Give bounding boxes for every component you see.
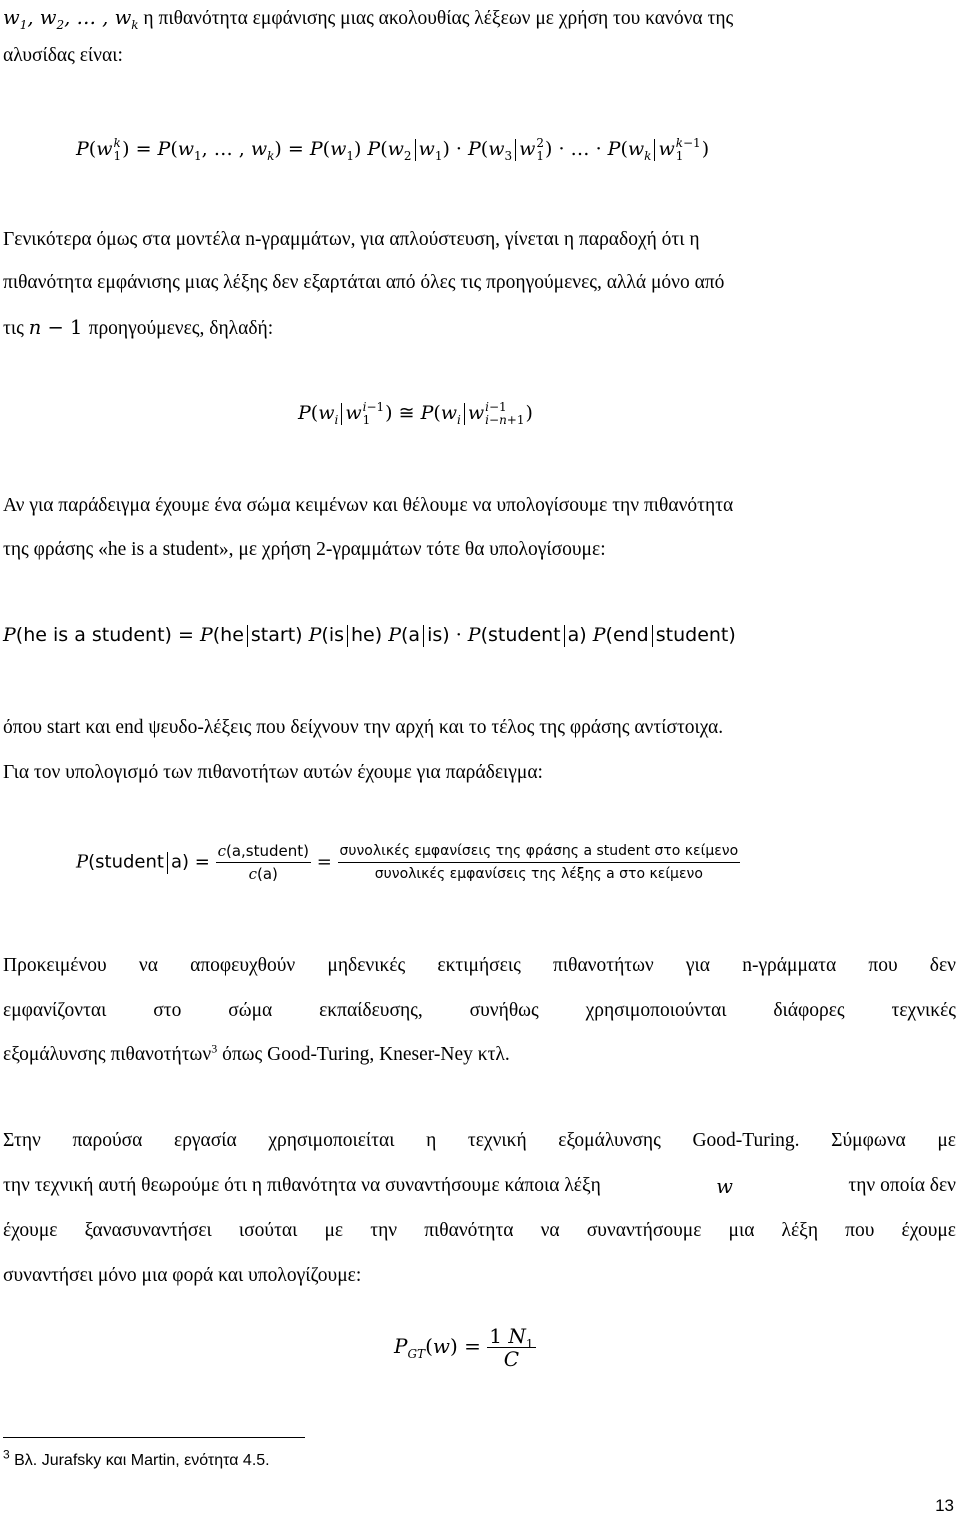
footnote-mark: 3 (3, 1447, 10, 1462)
eq-term: (student (88, 851, 164, 873)
eq-term: (a (401, 624, 421, 646)
text-line: Αν για παράδειγμα έχουμε ένα σώμα κειμένων και θέλουμε να υπολογίσουμε την πιθανότητα (3, 495, 734, 516)
footnote-reference[interactable]: 3 (211, 1041, 218, 1056)
eq-term: he) (351, 624, 383, 646)
text-span: προηγούμενες, δηλαδή: (88, 318, 274, 339)
text-line (3, 6, 733, 30)
fraction-numerator-b: N (508, 1324, 526, 1348)
equation-bigram-estimate: P(student a) = $\frac{\text{c(a,student)}}{c(a)}$ = $\frac{\text{συνολικές εμφανίσεις της φράσης a student στο κείμενο}}{\text{συνολικές εμφανίσεις της λέξης a στο κείμενο}}$ (76, 842, 739, 883)
eq-term: (end (605, 624, 649, 646)
eq-term: a) = (170, 851, 210, 873)
footnote (3, 1447, 270, 1470)
fraction-denominator: (a) (257, 865, 278, 883)
fraction-counts: $\frac{\text{c(a,student)}}{c(a)}$ (217, 842, 309, 883)
text-line: τις n − 1 προηγούμενες, δηλαδή: (3, 316, 274, 339)
text-line: πιθανότητα εμφάνισης μιας λέξης δεν εξαρτάται από όλες τις προηγούμενες, αλλά μόνο από (3, 272, 725, 293)
page-number: 13 (935, 1496, 954, 1515)
text-line: της φράσης «he is a student», με χρήση 2-γραμμάτων τότε θα υπολογίσουμε: (3, 539, 606, 560)
text-line: εμφανίζονται στο σώμα εκπαίδευσης, συνήθως χρησιμοποιούνται διάφορες τεχνικές (3, 1000, 956, 1021)
text-line: έχουμε ξανασυναντήσει ισούται με την πιθανότητα να συναντήσουμε μια λέξη που έχουμε (3, 1220, 956, 1241)
equation-good-turing: $P_{GT}(w)$ = $\frac{1 N_1}{C}$ (394, 1324, 534, 1371)
equation-markov-approx: $P(w_i$ w i−1 1 ) ≅ $P(w_i$ w i−1 i−n+1 ) (298, 400, 533, 427)
eq-term: a) (567, 624, 587, 646)
fraction-denominator: συνολικές εμφανίσεις της λέξης a στο κείμενο (374, 866, 703, 882)
text-span: όπως Good-Turing, Kneser-Ney κτλ. (217, 1044, 510, 1065)
footnote-rule (3, 1437, 305, 1438)
equation-chain-rule: P(w k 1 ) = $P(w_1$, … , $w_k) = P(w_1)$ $P(w_2$ $w_1) \cdot P(w_3$ w 2 1 ) · … · $P(w_k$ w k−1 1 ) (76, 136, 710, 163)
text-span: την τεχνική αυτή θεωρούμε ότι η πιθανότητα να συναντήσουμε κάποια λέξη (3, 1175, 601, 1196)
fraction-denominator: C (503, 1347, 520, 1371)
text-line (3, 1175, 956, 1198)
text-line (3, 1041, 510, 1066)
eq-term: (student (480, 624, 561, 646)
text-line: Γενικότερα όμως στα μοντέλα n-γραμμάτων, για απλούστευση, γίνεται η παραδοχή ότι η (3, 229, 700, 250)
text-line: αλυσίδας είναι: (3, 45, 123, 66)
eq-term: is) (427, 624, 450, 646)
text-line: όπου start και end ψευδο-λέξεις που δείχνουν την αρχή και το τέλος της φράσης αντίστοιχα. (3, 717, 724, 738)
text-line: Στην παρούσα εργασία χρησιμοποιείται η τεχνική εξομάλυνσης Good-Turing. Σύμφωνα με (3, 1130, 956, 1151)
math-n-minus-1: n (28, 316, 42, 339)
text-span: η πιθανότητα εμφάνισης μιας ακολουθίας λέξεων με χρήση του κανόνα της (143, 8, 734, 29)
eq-term: (he (212, 624, 244, 646)
eq-term: start) (250, 624, 303, 646)
eq-term: (he is a student) = (15, 624, 194, 646)
text-span: την οποία δεν (848, 1175, 956, 1196)
text-span: εξομάλυνσης πιθανοτήτων (3, 1044, 212, 1065)
fraction-numerator: (a,student) (225, 842, 309, 860)
fraction-numerator: συνολικές εμφανίσεις της φράσης a student στο κείμενο (338, 840, 741, 863)
text-line: Για τον υπολογισμό των πιθανοτήτων αυτών έχουμε για παράδειγμα: (3, 762, 543, 783)
text-line: συναντήσει μόνο μια φορά και υπολογίζουμε: (3, 1265, 362, 1286)
text-span: τις (3, 318, 24, 339)
fraction-description (338, 840, 741, 885)
text-line: Προκειμένου να αποφευχθούν μηδενικές εκτιμήσεις πιθανοτήτων για n-γράμματα που δεν (3, 955, 956, 976)
math-w: w (716, 1175, 733, 1198)
fraction-numerator-subscript: 1 (525, 1337, 534, 1351)
eq-term: (is (321, 624, 344, 646)
equation-bigram-product: P(he is a student) = P(he start) P(is he) P(a is) · P(student a) P(end student) (3, 624, 736, 646)
fraction-good-turing (487, 1325, 535, 1370)
math-sequence: $w_1$, $w_2$, … , $w_k$ (3, 6, 139, 32)
footnote-text: Βλ. Jurafsky και Martin, ενότητα 4.5. (9, 1452, 270, 1469)
eq-term: student) (655, 624, 736, 646)
fraction-numerator-a: 1 (489, 1324, 503, 1348)
